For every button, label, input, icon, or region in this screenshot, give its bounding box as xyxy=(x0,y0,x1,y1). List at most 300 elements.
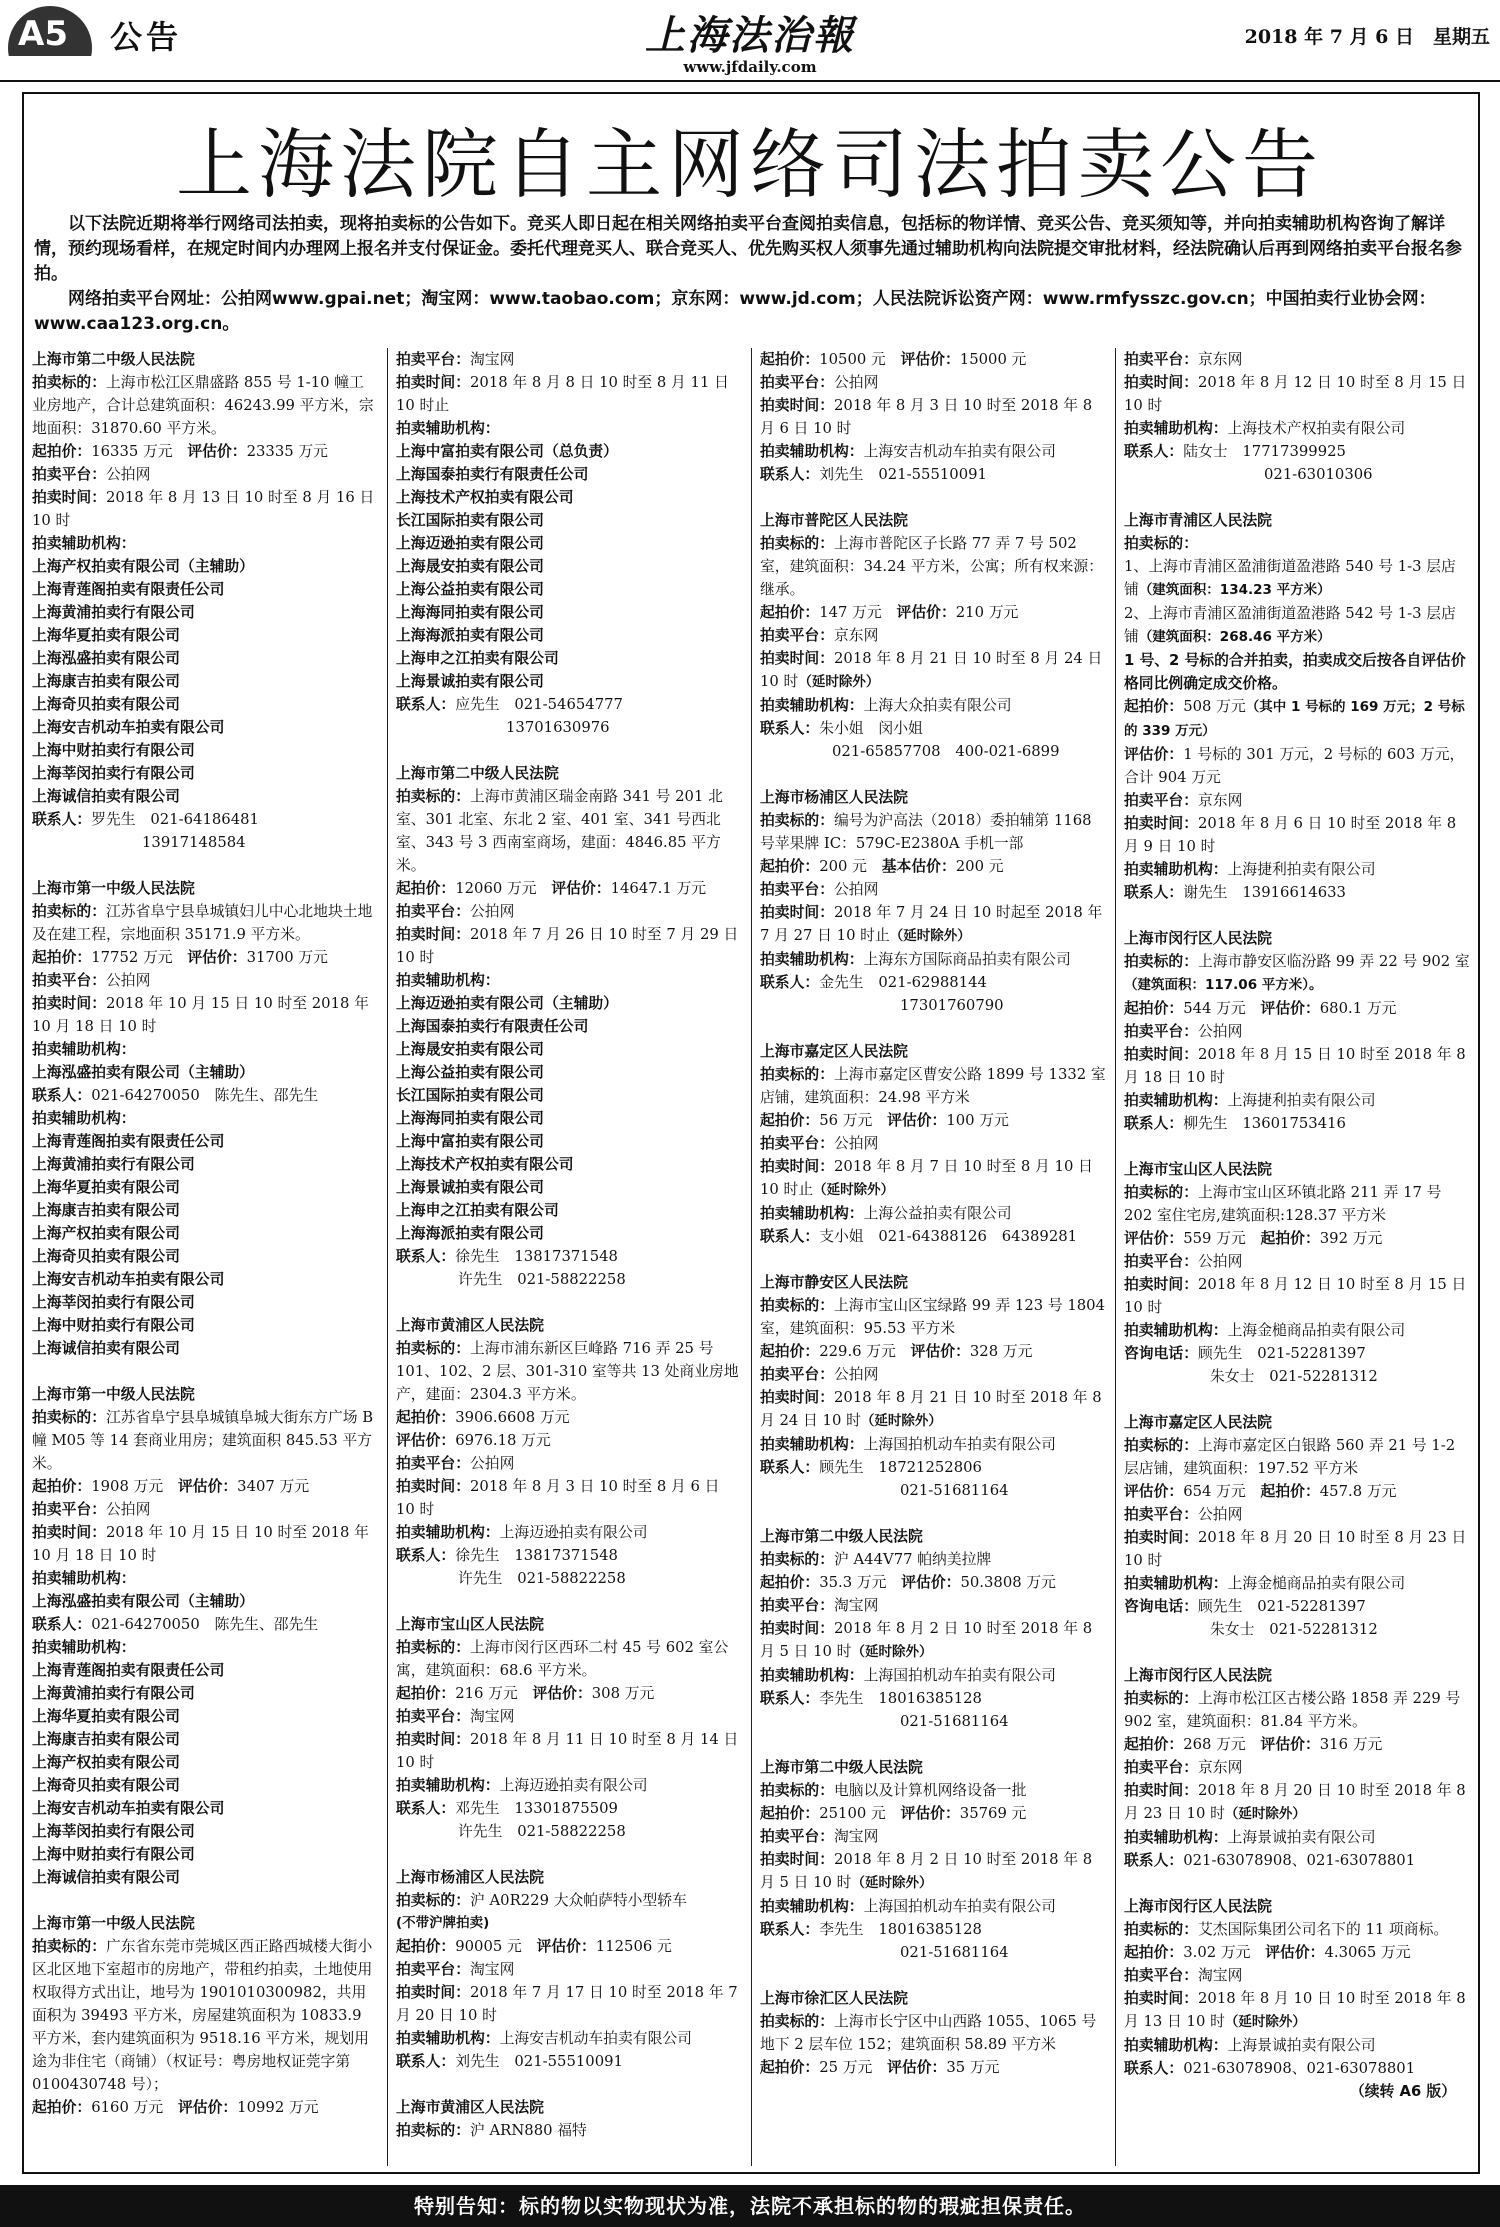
contact-info: 刘先生 021-55510091 xyxy=(455,2053,623,2070)
field-label: 拍卖平台： xyxy=(1124,351,1198,368)
court-name: 上海市黄浦区人民法院 xyxy=(396,1317,544,1334)
appraised-price: 3407 万元 xyxy=(237,1478,310,1495)
field-label: 拍卖平台： xyxy=(32,1501,106,1518)
auction-time: 2018 年 8 月 3 日 10 时至 2018 年 8 月 6 日 10 时 xyxy=(760,397,1093,437)
column-separator xyxy=(1115,348,1116,2166)
price-line xyxy=(1124,1480,1470,1503)
contact-line xyxy=(760,971,1106,994)
auction-item xyxy=(1124,1434,1470,1480)
time-line xyxy=(760,1848,1106,1895)
auction-entry xyxy=(1124,1158,1470,1388)
agency-name: 上海诚信拍卖有限公司 xyxy=(32,1869,180,1886)
time-line xyxy=(760,394,1106,440)
contact-line xyxy=(396,693,742,716)
field-label: 评估价： xyxy=(1265,1944,1325,1961)
platform-line xyxy=(396,348,742,371)
auction-item xyxy=(760,809,1106,855)
auction-item xyxy=(1124,1687,1470,1733)
contact-line xyxy=(1124,1342,1470,1365)
field-label: 起拍价： xyxy=(1124,1944,1184,1961)
contact-info: 刘先生 021-55510091 xyxy=(819,466,987,483)
agency-name: 上海安吉机动车拍卖有限公司 xyxy=(32,719,225,736)
starting-price: 216 万元 xyxy=(455,1685,533,1702)
agency-line xyxy=(1124,1089,1470,1112)
field-label: 拍卖时间： xyxy=(1124,1529,1198,1546)
time-line xyxy=(760,1386,1106,1433)
court-name: 上海市第二中级人民法院 xyxy=(32,351,195,368)
appraised-price: 328 万元 xyxy=(969,1343,1033,1360)
field-label: 拍卖标的： xyxy=(1124,1437,1198,1454)
field-label: 评估价： xyxy=(532,1685,592,1702)
agency-name: 上海华夏拍卖有限公司 xyxy=(32,1179,180,1196)
agency-line xyxy=(396,1521,742,1544)
platform-line xyxy=(396,1705,742,1728)
time-line xyxy=(396,1728,742,1774)
field-label: 评估价： xyxy=(887,2059,947,2076)
auction-item xyxy=(1124,1918,1470,1941)
field-label: 联系人： xyxy=(396,696,456,713)
field-label: 拍卖平台： xyxy=(1124,792,1198,809)
starting-price: 56 万元 xyxy=(819,1112,888,1129)
auction-item xyxy=(32,371,378,440)
field-label: 起拍价： xyxy=(1260,1483,1320,1500)
time-line xyxy=(32,992,378,1038)
item-description: 沪 A0R229 大众帕萨特小型轿车 xyxy=(470,1892,687,1909)
court-name: 上海市青浦区人民法院 xyxy=(1124,512,1272,529)
starting-price: 1908 万元 xyxy=(91,1478,178,1495)
agency-name: 上海青莲阁拍卖有限责任公司 xyxy=(32,581,225,598)
agency-line xyxy=(1124,417,1470,440)
auction-time: 2018 年 10 月 15 日 10 时至 2018 年 10 月 18 日 10 时 xyxy=(32,1524,369,1564)
agency-name: 上海公益拍卖有限公司 xyxy=(396,581,544,598)
field-label: 拍卖辅助机构： xyxy=(396,2030,500,2047)
platform-line xyxy=(760,1594,1106,1617)
court-name: 上海市杨浦区人民法院 xyxy=(760,789,908,806)
price-line xyxy=(1124,1941,1470,1964)
auction-time: 2018 年 8 月 21 日 10 时至 8 月 24 日 10 时 xyxy=(760,650,1103,690)
price-line xyxy=(760,1571,1106,1594)
auction-platform: 公拍网 xyxy=(834,374,879,391)
contact-info: 李先生 18016385128 xyxy=(819,1690,982,1707)
masthead xyxy=(0,0,1500,82)
agency-name: 上海海同拍卖有限公司 xyxy=(396,604,544,621)
auction-entry xyxy=(396,348,742,739)
auction-item xyxy=(760,1779,1106,1802)
contact-info: 021-51681164 xyxy=(900,1944,1009,1961)
field-label: 拍卖标的： xyxy=(760,1066,834,1083)
platform-line xyxy=(760,624,1106,647)
time-line xyxy=(396,923,742,969)
auction-item xyxy=(396,1889,742,1912)
starting-price: 12060 万元 xyxy=(455,880,552,897)
field-label: 拍卖平台： xyxy=(396,1961,470,1978)
field-label: 拍卖辅助机构： xyxy=(760,1436,864,1453)
item-description: 上海市宝山区环镇北路 211 弄 17 号 202 室住宅房,建筑面积:128.37 平方米 xyxy=(1124,1184,1442,1224)
column-separator xyxy=(387,348,388,2166)
auction-platform: 淘宝网 xyxy=(834,1828,879,1845)
field-label: 联系人： xyxy=(760,1459,820,1476)
agency-name: 上海技术产权拍卖有限公司 xyxy=(396,489,574,506)
auction-time: 2018 年 8 月 3 日 10 时至 8 月 6 日 10 时 xyxy=(396,1478,720,1518)
continued-note: （续转 A6 版） xyxy=(1349,2083,1456,2100)
agency-name: 上海技术产权拍卖有限公司 xyxy=(396,1156,574,1173)
court-name: 上海市嘉定区人民法院 xyxy=(760,1043,908,1060)
page-number-badge xyxy=(8,6,92,62)
starting-price: 457.8 万元 xyxy=(1319,1483,1397,1500)
agency-name: 上海泓盛拍卖有限公司（主辅助） xyxy=(32,1064,254,1081)
auction-entry xyxy=(32,877,378,1360)
agency-name: 上海公益拍卖有限公司 xyxy=(863,1205,1012,1222)
item-note: （建筑面积：134.23 平方米） xyxy=(1138,582,1331,598)
auction-entry xyxy=(760,786,1106,1017)
auction-time: 2018 年 8 月 7 日 10 时至 8 月 10 日 10 时止 xyxy=(760,1158,1093,1198)
agency-name: 上海金槌商品拍卖有限公司 xyxy=(1227,1575,1406,1592)
time-line xyxy=(396,1475,742,1521)
platform-line xyxy=(396,1452,742,1475)
field-label: 起拍价： xyxy=(1124,698,1184,715)
field-label: 评估价： xyxy=(536,1938,596,1955)
starting-price: 544 万元 xyxy=(1183,1000,1261,1017)
auction-time: 2018 年 8 月 12 日 10 时至 8 月 15 日 10 时 xyxy=(1124,1276,1467,1316)
auction-platform: 淘宝网 xyxy=(470,1708,515,1725)
contact-line xyxy=(32,1084,378,1107)
court-name: 上海市第二中级人民法院 xyxy=(396,765,559,782)
agency-name: 上海海派拍卖有限公司 xyxy=(396,1225,544,1242)
agency-name: 上海景诚拍卖有限公司 xyxy=(396,1179,544,1196)
contact-info: 021-63078908、021-63078801 xyxy=(1183,2060,1416,2077)
field-label: 拍卖时间： xyxy=(32,1524,106,1541)
agency-name: 上海青莲阁拍卖有限责任公司 xyxy=(32,1133,225,1150)
item-description: 1、上海市青浦区盈浦街道盈港路 540 号 1-3 层店铺 xyxy=(1124,558,1456,598)
column-3 xyxy=(760,348,1106,2166)
time-line xyxy=(760,647,1106,694)
field-label: 评估价： xyxy=(1124,1483,1184,1500)
contact-line xyxy=(396,1245,742,1268)
field-label: 拍卖标的： xyxy=(760,1782,834,1799)
starting-price: 3.02 万元 xyxy=(1183,1944,1266,1961)
price-line xyxy=(396,1406,742,1429)
contact-info: 柳先生 13601753416 xyxy=(1183,1115,1346,1132)
starting-price: 508 万元 xyxy=(1183,698,1246,715)
agency-name: 上海中财拍卖行有限公司 xyxy=(32,1317,195,1334)
agency-line xyxy=(1124,858,1470,881)
auction-item xyxy=(760,1063,1106,1109)
auction-item xyxy=(32,1406,378,1475)
item-description: 上海市松江区古楼公路 1858 弄 229 号 902 室，建筑面积：81.84 平方米。 xyxy=(1124,1690,1461,1730)
agency-name: 上海国泰拍卖行有限责任公司 xyxy=(396,1018,589,1035)
auction-entry xyxy=(1124,348,1470,486)
field-label: 拍卖时间： xyxy=(32,995,106,1012)
price-line xyxy=(32,440,378,463)
platform-line xyxy=(760,371,1106,394)
field-label: 拍卖平台： xyxy=(1124,1506,1198,1523)
field-label: 起拍价： xyxy=(1124,1736,1184,1753)
field-label: 拍卖平台： xyxy=(1124,1253,1198,1270)
agency-name: 上海迈逊拍卖有限公司 xyxy=(396,535,544,552)
agency-name: 上海诚信拍卖有限公司 xyxy=(32,788,180,805)
auction-entry xyxy=(760,348,1106,486)
platform-line xyxy=(760,878,1106,901)
field-label: 拍卖平台： xyxy=(32,466,106,483)
agency-line xyxy=(1124,2034,1470,2057)
page-number: A5 xyxy=(18,14,68,54)
field-label: 起拍价： xyxy=(396,1409,456,1426)
field-label: 拍卖平台： xyxy=(396,351,470,368)
auction-item xyxy=(760,1294,1106,1340)
price-line xyxy=(32,2096,378,2119)
field-label: 评估价： xyxy=(396,1432,456,1449)
agency-name: 上海奇贝拍卖有限公司 xyxy=(32,1777,180,1794)
starting-price: 35.3 万元 xyxy=(819,1574,902,1591)
field-label: 评估价： xyxy=(177,2099,238,2116)
contact-line xyxy=(760,1225,1106,1248)
auction-platform: 京东网 xyxy=(834,627,879,644)
intro-paragraph: 以下法院近期将举行网络司法拍卖，现将拍卖标的公告如下。竞买人即日起在相关网络拍卖平台查阅拍卖信息，包括标的物详情、竞买公告、竞买须知等，并向拍卖辅助机构咨询了解详情，预约现场看样，在规定时间内办理网上报名并支付保证金。委托代理竞买人、联合竞买人、优先购买权人须事先通过辅助机构向法院提交审批材料，经法院确认后再到网络拍卖平台报名参拍。 xyxy=(34,214,1462,284)
auction-item xyxy=(396,2119,742,2142)
field-label: 起拍价： xyxy=(396,880,456,897)
auction-platform: 淘宝网 xyxy=(1198,1967,1243,1984)
item-description: 江苏省阜宁县阜城镇妇儿中心北地块土地及在建工程，宗地面积 35171.9 平方米。 xyxy=(32,903,373,943)
item-description: 2、上海市青浦区盈浦街道盈港路 542 号 1-3 层店铺 xyxy=(1124,605,1456,645)
contact-info: 顾先生 18721252806 xyxy=(819,1459,982,1476)
court-name: 上海市第二中级人民法院 xyxy=(760,1528,923,1545)
platform-line xyxy=(396,900,742,923)
field-label: 拍卖平台： xyxy=(760,1597,834,1614)
auction-entry xyxy=(1124,1411,1470,1641)
field-label: 联系人： xyxy=(396,1547,456,1564)
time-line xyxy=(760,901,1106,948)
contact-info: 021-65857708 400-021-6899 xyxy=(832,743,1060,760)
agency-name: 上海中财拍卖行有限公司 xyxy=(32,1846,195,1863)
field-label: 拍卖标的： xyxy=(760,535,834,552)
time-note: （延时除外） xyxy=(813,1182,895,1198)
field-label: 拍卖时间： xyxy=(396,1478,470,1495)
appraised-price: 50.3808 万元 xyxy=(960,1574,1056,1591)
agency-name: 上海大众拍卖有限公司 xyxy=(863,697,1012,714)
auction-entry xyxy=(32,348,378,854)
field-label: 联系人： xyxy=(396,2053,456,2070)
price-note: （其中 1 号标的 169 万元；2 号标的 339 万元） xyxy=(1124,699,1465,739)
price-line xyxy=(760,2056,1106,2079)
contact-info: 顾先生 021-52281397 xyxy=(1198,1598,1366,1615)
auction-item xyxy=(760,2010,1106,2056)
field-label: 拍卖时间： xyxy=(760,650,834,667)
starting-price: 3906.6608 万元 xyxy=(455,1409,570,1426)
field-label: 起拍价： xyxy=(760,1574,820,1591)
item-description: 上海市宝山区宝绿路 99 弄 123 号 1804 室，建筑面积：95.53 平方米 xyxy=(760,1297,1106,1337)
starting-price: 90005 元 xyxy=(455,1938,537,1955)
field-label: 拍卖平台： xyxy=(32,972,106,989)
court-name: 上海市第一中级人民法院 xyxy=(32,1915,195,1932)
field-label: 拍卖辅助机构： xyxy=(1124,1829,1228,1846)
item-description: 上海市闵行区西环二村 45 号 602 室公寓，建筑面积：68.6 平方米。 xyxy=(396,1639,729,1679)
appraised-price: 23335 万元 xyxy=(246,443,328,460)
agency-line xyxy=(760,948,1106,971)
time-line xyxy=(1124,1526,1470,1572)
appraised-price: 112506 元 xyxy=(595,1938,672,1955)
field-label: 拍卖标的： xyxy=(396,788,470,805)
auction-item xyxy=(1124,555,1470,602)
agency-name: 上海国拍机动车拍卖有限公司 xyxy=(863,1898,1056,1915)
auction-entry xyxy=(760,1271,1106,1502)
price-line xyxy=(760,855,1106,878)
auction-platform: 公拍网 xyxy=(470,903,515,920)
field-label: 评估价： xyxy=(1260,1000,1320,1017)
auction-item xyxy=(396,785,742,877)
field-label: 起拍价： xyxy=(32,443,92,460)
contact-info: 支小姐 021-64388126 64389281 xyxy=(819,1228,1078,1245)
field-label: 拍卖辅助机构： xyxy=(32,535,136,552)
agency-name: 上海产权拍卖有限公司 xyxy=(32,1754,180,1771)
contact-line xyxy=(1124,1595,1470,1618)
auction-time: 2018 年 7 月 17 日 10 时至 2018 年 7 月 20 日 10 时 xyxy=(396,1984,738,2024)
masthead-rule xyxy=(0,80,1500,82)
court-name: 上海市徐汇区人民法院 xyxy=(760,1990,908,2007)
auction-time: 2018 年 8 月 12 日 10 时至 8 月 15 日 10 时 xyxy=(1124,374,1467,414)
auction-entry xyxy=(1124,927,1470,1135)
starting-price: 17752 万元 xyxy=(91,949,188,966)
court-name: 上海市静安区人民法院 xyxy=(760,1274,908,1291)
field-label: 起拍价： xyxy=(32,2099,92,2116)
agency-name: 上海莘闵拍卖行有限公司 xyxy=(32,1294,195,1311)
field-label: 评估价： xyxy=(1124,746,1184,763)
price-line xyxy=(396,877,742,900)
auction-entry xyxy=(760,1040,1106,1248)
contact-line xyxy=(760,1687,1106,1710)
agency-name: 上海海同拍卖有限公司 xyxy=(396,1110,544,1127)
agency-name: 上海中富拍卖有限公司（总负责） xyxy=(396,443,618,460)
agency-name: 上海安吉机动车拍卖有限公司 xyxy=(32,1271,225,1288)
item-description: 上海市普陀区子长路 77 弄 7 号 502 室，建筑面积：34.24 平方米，公寓；所有权来源：继承。 xyxy=(760,535,1104,598)
agency-name: 上海黄浦拍卖行有限公司 xyxy=(32,604,195,621)
starting-price: 6160 万元 xyxy=(91,2099,178,2116)
field-label: 联系人： xyxy=(760,1690,820,1707)
field-label: 拍卖平台： xyxy=(1124,1759,1198,1776)
auction-platform: 公拍网 xyxy=(106,972,151,989)
platform-line xyxy=(1124,1756,1470,1779)
field-label: 拍卖时间： xyxy=(396,1731,470,1748)
auction-entry xyxy=(760,1987,1106,2079)
field-label: 拍卖辅助机构： xyxy=(32,1570,136,1587)
field-label: 联系人： xyxy=(396,1248,456,1265)
field-label: 拍卖平台： xyxy=(760,1828,834,1845)
agency-name: 上海康吉拍卖有限公司 xyxy=(32,1731,180,1748)
appraised-price: 200 元 xyxy=(955,858,1004,875)
field-label: 起拍价： xyxy=(760,858,820,875)
field-label: 评估价： xyxy=(187,443,247,460)
auction-item xyxy=(396,1337,742,1406)
field-label: 拍卖辅助机构： xyxy=(1124,1575,1228,1592)
field-label: 拍卖标的： xyxy=(1124,1921,1198,1938)
field-label: 联系人： xyxy=(1124,1115,1184,1132)
item-description: 广东省东莞市莞城区西正路西城楼大街小区北区地下室超市的房地产，带租约拍卖，土地使用权取得方式出让，地号为 1901010300982，共用面积为 39493 平方米，房屋建筑面积为 10833.9 平方米，套内建筑面积为 9518.16 平方米，规划用途为非住宅（商铺）（权证号：粤房地权证莞字第 0100430748 号）； xyxy=(32,1938,373,2093)
contact-info: 朱小姐 闵小姐 xyxy=(819,720,923,737)
appraised-price: 100 万元 xyxy=(946,1112,1009,1129)
agency-name: 上海安吉机动车拍卖有限公司 xyxy=(863,443,1056,460)
appraised-price: 10992 万元 xyxy=(237,2099,319,2116)
court-name: 上海市普陀区人民法院 xyxy=(760,512,908,529)
time-note: （延时除外） xyxy=(860,1413,942,1429)
price-line xyxy=(760,601,1106,624)
field-label: 联系人： xyxy=(396,1800,456,1817)
contact-info: 陆女士 17717399925 xyxy=(1183,443,1346,460)
starting-price: 25 万元 xyxy=(819,2059,888,2076)
field-label: 拍卖标的： xyxy=(1124,1690,1198,1707)
auction-item xyxy=(760,532,1106,601)
field-label: 评估价： xyxy=(1124,1230,1184,1247)
auction-item xyxy=(1124,950,1470,997)
field-label: 拍卖时间： xyxy=(760,1158,834,1175)
agency-name: 上海安吉机动车拍卖有限公司 xyxy=(499,2030,692,2047)
agency-name: 上海国泰拍卖行有限责任公司 xyxy=(396,466,589,483)
contact-info: 顾先生 021-52281397 xyxy=(1198,1345,1366,1362)
field-label: 拍卖时间： xyxy=(760,1620,834,1637)
field-label: 拍卖辅助机构： xyxy=(760,443,864,460)
platform-line xyxy=(1124,1503,1470,1526)
auction-platform: 公拍网 xyxy=(834,881,879,898)
agency-name: 上海迈逊拍卖有限公司 xyxy=(499,1524,648,1541)
contact-info: 徐先生 13817371548 xyxy=(455,1248,618,1265)
time-note: （延时除外） xyxy=(1224,2014,1306,2030)
time-line xyxy=(760,1617,1106,1664)
platform-line xyxy=(32,969,378,992)
auction-time: 2018 年 8 月 13 日 10 时至 8 月 16 日 10 时 xyxy=(32,489,375,529)
platform-line xyxy=(1124,1020,1470,1043)
contact-line xyxy=(760,1456,1106,1479)
auction-time: 2018 年 10 月 15 日 10 时至 2018 年 10 月 18 日 10 时 xyxy=(32,995,369,1035)
field-label: 拍卖平台： xyxy=(760,374,834,391)
field-label: 联系人： xyxy=(32,811,92,828)
auction-time: 2018 年 8 月 2 日 10 时至 2018 年 8 月 5 日 10 时 xyxy=(760,1851,1093,1891)
appraised-price: 6976.18 万元 xyxy=(455,1432,551,1449)
site-url: www.jfdaily.com xyxy=(683,58,817,76)
time-line xyxy=(1124,1043,1470,1089)
item-description: 上海市浦东新区巨峰路 716 弄 25 号 101、102、2 层、301-310 室等共 13 处商业房地产，建面：2304.3 平方米。 xyxy=(396,1340,739,1403)
contact-line xyxy=(396,1797,742,1820)
agency-name: 上海申之江拍卖有限公司 xyxy=(396,650,559,667)
agency-line xyxy=(396,1774,742,1797)
auction-time: 2018 年 8 月 11 日 10 时至 8 月 14 日 10 时 xyxy=(396,1731,739,1771)
field-label: 联系人： xyxy=(760,974,820,991)
field-label: 拍卖标的： xyxy=(396,2122,470,2139)
price-line xyxy=(32,946,378,969)
agency-name: 上海晟安拍卖有限公司 xyxy=(396,1041,544,1058)
auction-platform: 淘宝网 xyxy=(834,1597,879,1614)
auction-time: 2018 年 8 月 21 日 10 时至 2018 年 8 月 24 日 10 时 xyxy=(760,1389,1102,1429)
price-line xyxy=(1124,695,1470,743)
appraised-price: 31700 万元 xyxy=(246,949,328,966)
field-label: 评估价： xyxy=(900,351,960,368)
field-label: 拍卖标的： xyxy=(1124,953,1198,970)
item-description: 上海市静安区临汾路 99 弄 22 号 902 室 xyxy=(1198,953,1470,970)
auction-platform: 公拍网 xyxy=(106,1501,151,1518)
agency-name: 上海海派拍卖有限公司 xyxy=(396,627,544,644)
auction-platform: 淘宝网 xyxy=(470,1961,515,1978)
agency-name: 上海东方国际商品拍卖有限公司 xyxy=(863,951,1071,968)
auction-entry xyxy=(396,1866,742,2073)
column-2 xyxy=(396,348,742,2166)
field-label: 拍卖时间： xyxy=(1124,1782,1198,1799)
platform-line xyxy=(1124,348,1470,371)
contact-info: 021-63010306 xyxy=(1264,466,1373,483)
field-label: 起拍价： xyxy=(760,604,820,621)
field-label: 拍卖标的： xyxy=(760,2013,834,2030)
agency-name: 上海莘闵拍卖行有限公司 xyxy=(32,765,195,782)
field-label: 拍卖辅助机构： xyxy=(760,697,864,714)
item-description: 电脑以及计算机网络设备一批 xyxy=(834,1782,1027,1799)
contact-line xyxy=(760,1918,1106,1941)
time-line xyxy=(1124,812,1470,858)
